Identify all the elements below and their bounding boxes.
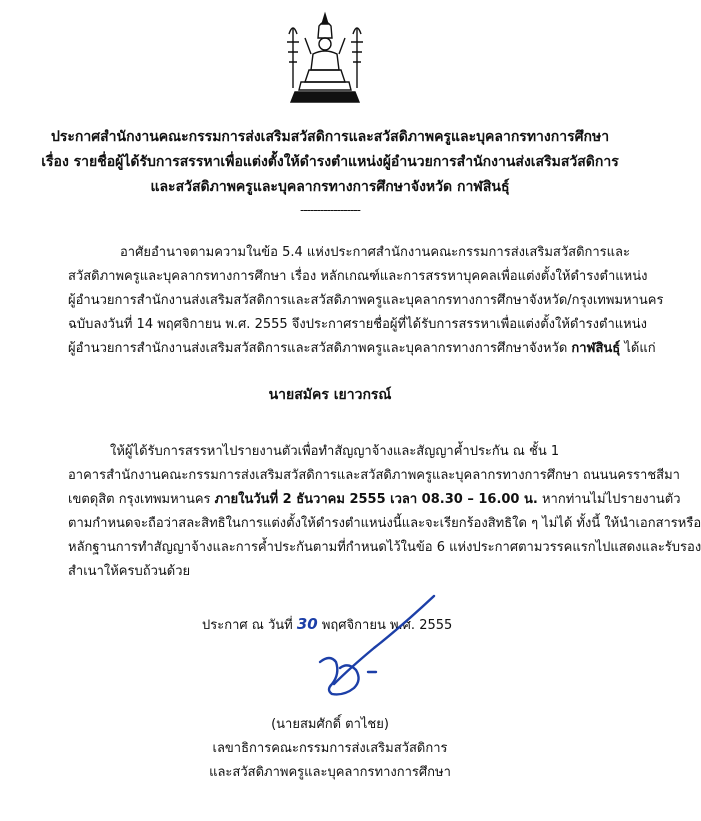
para2-line: สำเนาให้ครบถ้วนด้วย [68,564,191,579]
para2-line: หลักฐานการทำสัญญาจ้างและการค้ำประกันตามที่กำหนดไว้ในข้อ 6 แห่งประกาศตามวรรคแรกไปแสดงและรับรอง [68,540,701,555]
document-title-line-2: เรื่อง รายชื่อผู้ได้รับการสรรหาเพื่อแต่งตั้งให้ดำรงตำแหน่งผู้อำนวยการสำนักงานส่งเสริมสวัสดิการ [41,154,619,170]
para1-line [68,337,656,358]
para1-line: ฉบับลงวันที่ 14 พฤศจิกายน พ.ศ. 2555 จึงประกาศรายชื่อผู้ที่ได้รับการสรรหาเพื่อแต่งตั้งให้ดำรงตำแหน่ง [68,317,647,332]
date-suffix: พฤศจิกายน พ.ศ. 2555 [317,618,453,633]
para2-line: อาคารสำนักงานคณะกรรมการส่งเสริมสวัสดิการและสวัสดิภาพครูและบุคลากรทางการศึกษา ถนนนครราชสีมา [68,468,680,483]
appointee-name: นายสมัคร เยาวกรณ์ [268,387,392,403]
signatory-position: และสวัสดิภาพครูและบุคลากรทางการศึกษา [209,765,451,780]
para1-line: ผู้อำนวยการสำนักงานส่งเสริมสวัสดิการและสวัสดิภาพครูและบุคลากรทางการศึกษาจังหวัด/กรุงเทพมหานคร [68,293,664,308]
handwritten-signature [310,592,440,704]
para2-text: เขตดุสิต กรุงเทพมหานคร [68,492,215,507]
para1-text: ได้แก่ [620,341,656,356]
document-title-line-1: ประกาศสำนักงานคณะกรรมการส่งเสริมสวัสดิการและสวัสดิภาพครูและบุคลากรทางการศึกษา [50,129,610,145]
signatory-position: เลขาธิการคณะกรรมการส่งเสริมสวัสดิการ [212,741,448,756]
para2-line: ให้ผู้ได้รับการสรรหาไปรายงานตัวเพื่อทำสัญญาจ้างและสัญญาค้ำประกัน ณ ชั้น 1 [110,444,560,459]
emblem-seal-icon [279,8,371,106]
document-title-line-3: และสวัสดิภาพครูและบุคลากรทางการศึกษาจังหวัด กาฬสินธุ์ [150,179,510,195]
province-name: กาฬสินธุ์ [571,341,621,356]
title-separator: ------------------ [300,203,360,217]
para2-line [68,488,681,509]
signatory-name: (นายสมศักดิ์ ตาไชย) [271,717,389,732]
para2-line: ตามกำหนดจะถือว่าสละสิทธิในการแต่งตั้งให้ดำรงตำแหน่งนี้และจะเรียกร้องสิทธิใด ๆ ไม่ได้ ทั้งนี้ ให้นำเอกสารหรือ [68,516,701,531]
para1-text: ผู้อำนวยการสำนักงานส่งเสริมสวัสดิการและสวัสดิภาพครูและบุคลากรทางการศึกษาจังหวัด [68,341,572,356]
date-prefix: ประกาศ ณ วันที่ [202,618,297,633]
para2-text: หากท่านไม่ไปรายงานตัว [537,492,681,507]
handwritten-day: 30 [296,615,318,633]
para1-line: สวัสดิภาพครูและบุคลากรทางการศึกษา เรื่อง หลักเกณฑ์และการสรรหาบุคคลเพื่อแต่งตั้งให้ดำรงตำแหน่ง [68,269,648,284]
report-deadline: ภายในวันที่ 2 ธันวาคม 2555 เวลา 08.30 – 16.00 น. [214,492,538,507]
para1-line: อาศัยอำนาจตามความในข้อ 5.4 แห่งประกาศสำนักงานคณะกรรมการส่งเสริมสวัสดิการและ [120,245,630,260]
